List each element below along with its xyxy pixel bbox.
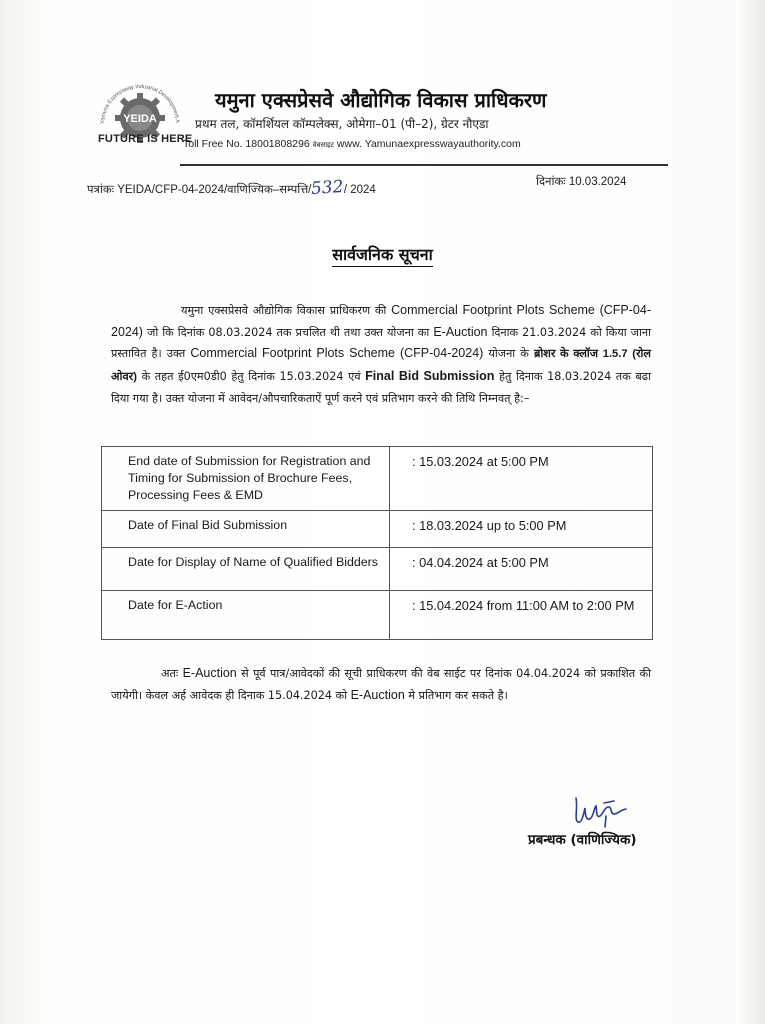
reference-code: YEIDA/CFP-04-2024/वाणिज्यिक–सम्पत्ति/	[117, 184, 312, 196]
handwritten-number: 532	[310, 176, 345, 200]
schedule-label: Date for E-Action	[102, 591, 390, 640]
schedule-label: Date of Final Bid Submission	[102, 511, 390, 548]
organization-address: प्रथम तल, कॉमर्शियल कॉम्पलेक्स, ओमेगा–01 (पी–2), ग्रेटर नौएडा	[195, 117, 489, 131]
body-text-1: यमुना एक्सप्रेसवे औद्योगिक विकास प्राधिकरण की	[181, 304, 387, 317]
notice-footer	[111, 663, 651, 706]
organization-contact	[183, 138, 521, 150]
table-row	[102, 591, 653, 640]
reference-prefix: पत्रांकः	[87, 184, 115, 196]
letter-date	[536, 174, 626, 189]
table-row	[102, 447, 653, 511]
eauction-term: E-Auction	[433, 324, 488, 339]
schedule-value: : 04.04.2024 at 5:00 PM	[390, 548, 653, 591]
scheme-name-repeat: Commercial Footprint Plots Scheme (CFP-04-2024)	[190, 346, 484, 361]
schedule-label: End date of Submission for Registration and Timing for Submission of Brochure Fees, Processing Fees & EMD	[102, 447, 390, 511]
footer-text-2: से पूर्व पात्र/आवेदकों की सूची प्राधिकरण की वेब साईट पर दिनांक 04.04.2024 को प्रकाशित की जायेगी। केवल अर्ह आवेदक ही दिनाक 15.04.2024 को	[111, 667, 651, 702]
organization-name: यमुना एक्सप्रेसवे औद्योगिक विकास प्राधिकरण	[215, 88, 547, 112]
logo-text: YEIDA	[123, 113, 157, 125]
final-bid-term: Final Bid Submission	[365, 368, 495, 383]
brochure-clause: ब्रोशर के क्लॉज 1.5.7 (रोल ओवर)	[111, 348, 652, 383]
body-text-2: जो कि दिनांक 08.03.2024 तक प्रचलित थी तथा उक्त योजना का	[147, 325, 430, 339]
footer-text-3: मे प्रतिभाग कर सकते है।	[408, 688, 508, 702]
body-text-4: योजना के	[488, 347, 529, 361]
reference-year: / 2024	[343, 184, 376, 196]
toll-free-number: Toll Free No. 18001808296	[183, 138, 310, 150]
body-text-6: हेतु दिनाक 18.03.2024 तक बढा दिया गया है। उक्त योजना में आवेदन/औपचारिकताऐं पूर्ण करने एवं प्रतिभाग करने की तिथि निम्नवत् है:–	[111, 369, 651, 406]
header-divider	[180, 164, 668, 166]
table-row	[102, 511, 653, 548]
logo-arc-text: Yamuna Expressway Industrial Development A	[99, 83, 181, 125]
notice-title	[0, 243, 765, 265]
footer-eauction-term: E-Auction	[182, 666, 237, 680]
body-text-5: के तहत ई0एम0डी0 हेतु दिनांक 15.03.2024 एवं	[141, 369, 361, 383]
schedule-value: : 18.03.2024 up to 5:00 PM	[390, 511, 653, 548]
schedule-value: : 15.04.2024 from 11:00 AM to 2:00 PM	[390, 591, 653, 640]
signature	[570, 794, 630, 830]
signatory-title: प्रबन्धक (वाणिज्यिक)	[528, 832, 637, 848]
website-url: www. Yamunaexpresswayauthority.com	[336, 138, 521, 150]
logo-tagline: FUTURE IS HERE	[98, 133, 193, 145]
website-label: वेबसाइट	[312, 142, 334, 149]
schedule-value: : 15.03.2024 at 5:00 PM	[390, 447, 653, 511]
body-text-3: दिनाक 21.03.2024 को किया जाना प्रस्तावित है। उक्त	[111, 325, 651, 361]
schedule-label: Date for Display of Name of Qualified Bidders	[102, 548, 390, 591]
reference-number	[87, 178, 376, 198]
scheme-name: Commercial Footprint Plots Scheme (CFP-04-2024)	[111, 303, 651, 339]
date-value: 10.03.2024	[568, 176, 627, 188]
footer-text-1: अतः	[161, 667, 179, 680]
notice-body	[111, 300, 651, 410]
table-row	[102, 548, 653, 591]
schedule-table	[101, 446, 653, 640]
footer-eauction-term-2: E-Auction	[350, 687, 405, 702]
notice-title-text: सार्वजनिक सूचना	[332, 245, 433, 267]
date-label: दिनांकः	[536, 176, 566, 188]
